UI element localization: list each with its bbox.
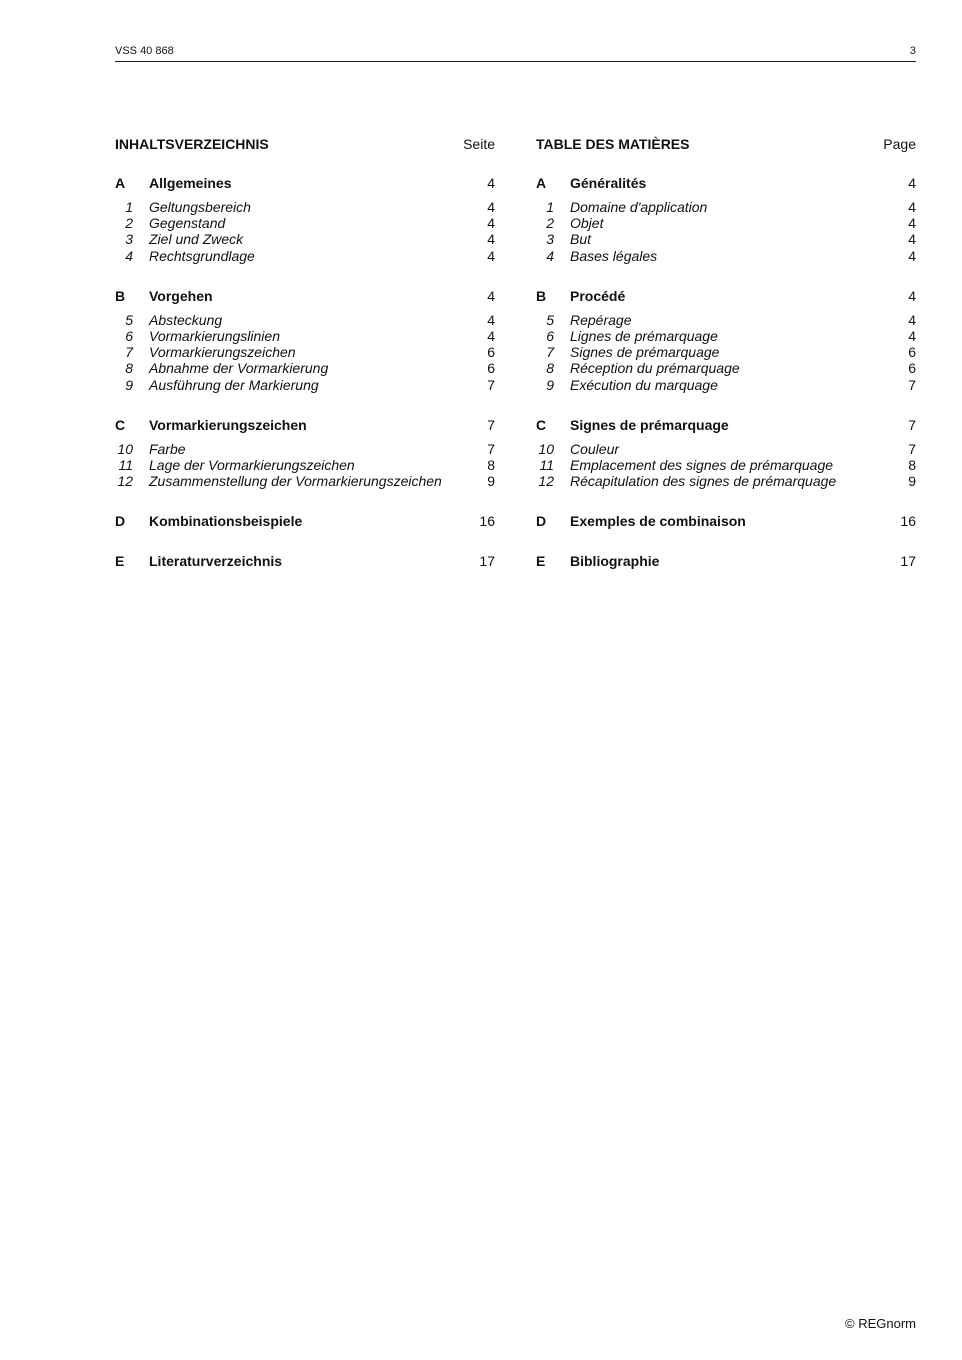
item-number: 7	[125, 344, 133, 361]
toc-item[interactable]	[115, 457, 495, 473]
item-page: 9	[487, 473, 495, 490]
section-page: 4	[908, 175, 916, 191]
toc-item[interactable]	[536, 377, 916, 393]
item-page: 6	[487, 360, 495, 377]
toc-item[interactable]	[115, 312, 495, 328]
page-header	[115, 43, 916, 62]
toc-french-title: TABLE DES MATIÈRES	[536, 136, 690, 152]
item-page: 4	[487, 311, 495, 328]
item-number: 9	[546, 376, 554, 393]
item-label: Rechtsgrundlage	[149, 247, 255, 264]
toc-item[interactable]	[536, 344, 916, 360]
toc-item[interactable]	[115, 344, 495, 360]
item-number: 5	[125, 311, 133, 328]
item-number: 6	[546, 327, 554, 344]
toc-item[interactable]	[536, 457, 916, 473]
item-page: 4	[487, 215, 495, 232]
item-label: But	[570, 231, 592, 248]
toc-item[interactable]	[115, 473, 495, 489]
item-page: 4	[908, 247, 916, 264]
item-page: 8	[908, 456, 916, 473]
item-page: 6	[908, 344, 916, 361]
section-label: Vorgehen	[149, 287, 213, 304]
item-label: Couleur	[570, 440, 620, 457]
toc-item[interactable]	[536, 312, 916, 328]
toc-section[interactable]	[536, 288, 916, 304]
item-number: 1	[125, 199, 133, 215]
toc-section[interactable]	[536, 553, 916, 569]
item-label: Ziel und Zweck	[149, 231, 244, 248]
section-page: 16	[900, 513, 916, 530]
item-number: 9	[125, 376, 133, 393]
item-label: Geltungsbereich	[149, 199, 251, 215]
document-id: VSS 40 868	[115, 45, 174, 57]
section-letter: D	[536, 513, 547, 530]
toc-section[interactable]	[115, 288, 495, 304]
item-page: 7	[487, 376, 495, 393]
toc-section[interactable]	[115, 175, 495, 191]
section-letter: D	[115, 513, 126, 530]
item-label: Objet	[570, 215, 604, 232]
section-label: Kombinationsbeispiele	[149, 513, 303, 530]
toc-item[interactable]	[536, 215, 916, 231]
section-page: 7	[487, 416, 495, 433]
item-number: 11	[118, 456, 133, 473]
toc-german-header	[115, 136, 495, 158]
item-page: 4	[908, 199, 916, 215]
item-label: Abnahme der Vormarkierung	[149, 360, 329, 377]
section-letter: E	[536, 553, 546, 570]
item-number: 12	[538, 473, 554, 490]
copyright-footer: © REGnorm	[845, 1316, 916, 1331]
section-label: Bibliographie	[570, 553, 660, 570]
toc-item[interactable]	[536, 441, 916, 457]
item-label: Farbe	[149, 440, 186, 457]
item-number: 12	[117, 473, 133, 490]
toc-item[interactable]	[536, 473, 916, 489]
item-number: 10	[117, 440, 133, 457]
toc-german	[115, 136, 495, 569]
item-page: 6	[908, 360, 916, 377]
toc-item[interactable]	[115, 199, 495, 215]
section-letter: E	[115, 553, 125, 570]
item-number: 3	[125, 231, 133, 248]
section-label: Literaturverzeichnis	[149, 553, 283, 570]
item-label: Emplacement des signes de prémarquage	[570, 456, 834, 473]
item-page: 9	[908, 473, 916, 490]
toc-item[interactable]	[115, 360, 495, 376]
section-page: 4	[908, 287, 916, 304]
item-number: 11	[539, 456, 554, 473]
item-page: 4	[487, 327, 495, 344]
toc-french-header	[536, 136, 916, 158]
toc-item[interactable]	[536, 360, 916, 376]
item-number: 4	[546, 247, 554, 264]
item-number: 4	[125, 247, 133, 264]
item-number: 7	[546, 344, 554, 361]
section-letter: B	[115, 287, 126, 304]
item-label: Récapitulation des signes de prémarquage	[570, 473, 837, 490]
section-letter: B	[536, 287, 547, 304]
section-letter: C	[536, 416, 547, 433]
item-number: 1	[546, 199, 554, 215]
item-page: 4	[487, 231, 495, 248]
toc-german-title: INHALTSVERZEICHNIS	[115, 136, 269, 152]
item-label: Domaine d'application	[570, 199, 708, 215]
section-label: Vormarkierungszeichen	[149, 416, 307, 433]
toc-section[interactable]	[115, 417, 495, 433]
toc-section[interactable]	[536, 513, 916, 529]
item-number: 5	[546, 311, 554, 328]
section-page: 7	[908, 416, 916, 433]
toc-section[interactable]	[115, 553, 495, 569]
toc-section[interactable]	[536, 175, 916, 191]
section-label: Généralités	[570, 175, 647, 191]
item-label: Lignes de prémarquage	[570, 327, 718, 344]
item-page: 4	[487, 247, 495, 264]
item-label: Signes de prémarquage	[570, 344, 720, 361]
toc-item[interactable]	[115, 231, 495, 247]
section-page: 16	[479, 513, 495, 530]
item-page: 4	[908, 327, 916, 344]
item-page: 4	[908, 231, 916, 248]
item-number: 3	[546, 231, 554, 248]
section-label: Allgemeines	[149, 175, 232, 191]
item-page: 7	[487, 440, 495, 457]
toc-item[interactable]	[115, 248, 495, 264]
item-page: 4	[908, 311, 916, 328]
toc-item[interactable]	[536, 328, 916, 344]
section-label: Signes de prémarquage	[570, 416, 729, 433]
item-label: Réception du prémarquage	[570, 360, 740, 377]
item-label: Gegenstand	[149, 215, 226, 232]
item-page: 8	[487, 456, 495, 473]
item-number: 6	[125, 327, 133, 344]
item-page: 7	[908, 376, 916, 393]
item-label: Repérage	[570, 311, 632, 328]
item-label: Bases légales	[570, 247, 658, 264]
item-page: 7	[908, 440, 916, 457]
toc-item[interactable]	[115, 328, 495, 344]
item-page: 4	[908, 215, 916, 232]
toc-item[interactable]	[115, 441, 495, 457]
toc-item[interactable]	[536, 248, 916, 264]
item-label: Zusammenstellung der Vormarkierungszeichen	[149, 473, 442, 490]
item-label: Absteckung	[149, 311, 223, 328]
item-label: Exécution du marquage	[570, 376, 718, 393]
item-number: 10	[538, 440, 554, 457]
section-page: 17	[479, 553, 495, 570]
item-number: 2	[546, 215, 554, 232]
toc-section[interactable]	[115, 513, 495, 529]
section-page: 17	[900, 553, 916, 570]
page-number: 3	[909, 45, 916, 57]
toc-french	[536, 136, 916, 569]
item-number: 8	[546, 360, 554, 377]
section-page: 4	[487, 287, 495, 304]
section-letter: A	[536, 175, 547, 191]
section-page: 4	[487, 175, 495, 191]
toc-section[interactable]	[536, 417, 916, 433]
item-label: Lage der Vormarkierungszeichen	[149, 456, 355, 473]
item-label: Vormarkierungslinien	[149, 327, 280, 344]
section-letter: C	[115, 416, 126, 433]
item-page: 6	[487, 344, 495, 361]
toc-item[interactable]	[115, 215, 495, 231]
toc-german-page-column: Seite	[463, 136, 495, 152]
section-label: Exemples de combinaison	[570, 513, 746, 530]
item-number: 2	[125, 215, 133, 232]
section-letter: A	[115, 175, 126, 191]
toc-item[interactable]	[536, 231, 916, 247]
item-label: Vormarkierungszeichen	[149, 344, 296, 361]
item-label: Ausführung der Markierung	[149, 376, 319, 393]
toc-item[interactable]	[536, 199, 916, 215]
section-label: Procédé	[570, 287, 626, 304]
item-number: 8	[125, 360, 133, 377]
toc-item[interactable]	[115, 377, 495, 393]
item-page: 4	[487, 199, 495, 215]
toc-french-page-column: Page	[883, 136, 916, 152]
